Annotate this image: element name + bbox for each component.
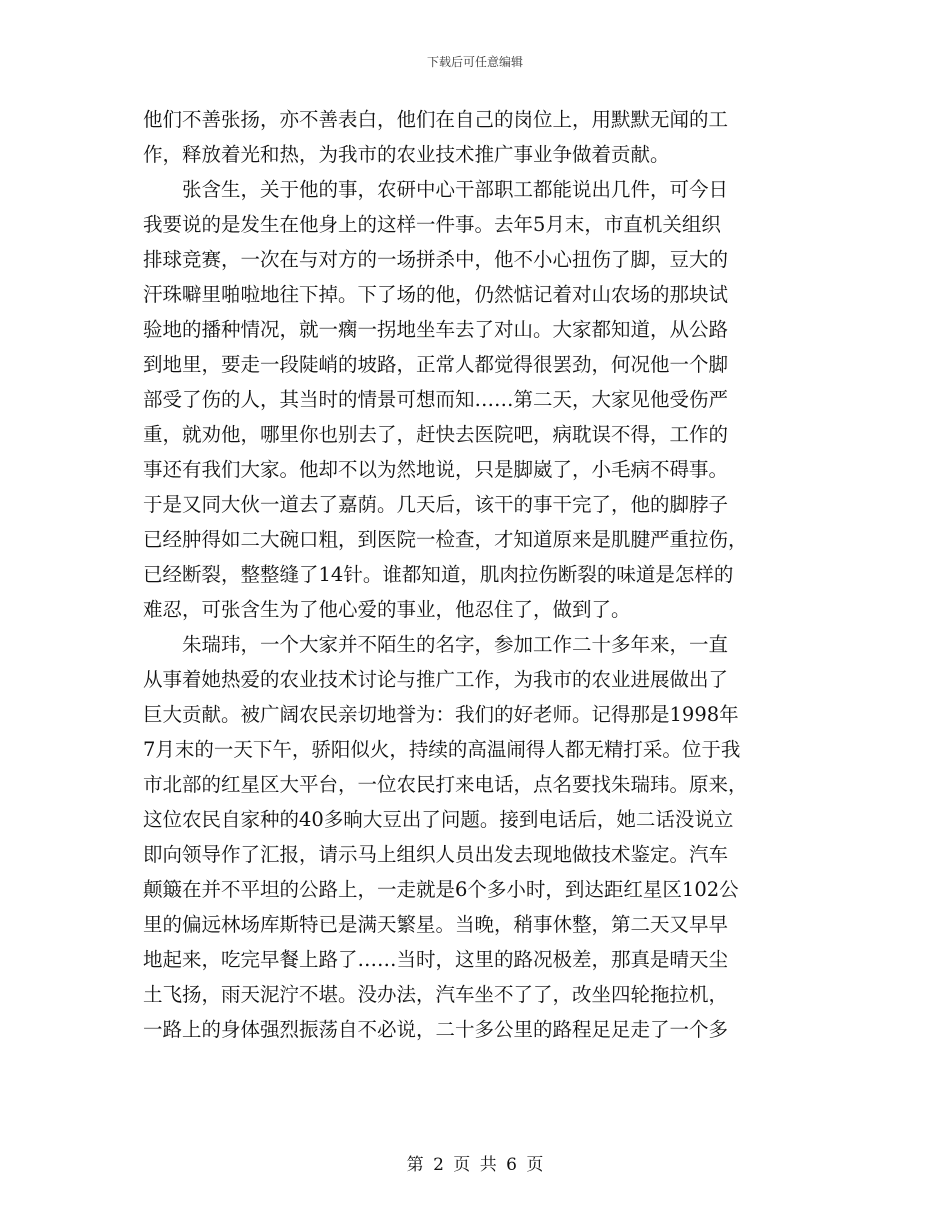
text-line: 颠簸在并不平坦的公路上，一走就是6个多小时，到达距红星区102公 — [143, 878, 739, 901]
text-line: 难忍，可张含生为了他心爱的事业，他忍住了，做到了。 — [143, 598, 631, 621]
page-header: 下载后可任意编辑 — [426, 55, 523, 69]
text-line: 朱瑞玮，一个大家并不陌生的名字，参加工作二十多年来，一直 — [182, 633, 729, 656]
text-line: 土飞扬，雨天泥泞不堪。没办法，汽车坐不了了，改坐四轮拖拉机， — [143, 983, 729, 1006]
text-line: 这位农民自家种的40多晌大豆出了问题。接到电话后，她二话没说立 — [143, 808, 734, 831]
text-line: 于是又同大伙一道去了嘉荫。几天后，该干的事干完了，他的脚脖子 — [143, 493, 729, 516]
text-line: 他们不善张扬，亦不善表白，他们在自己的岗位上，用默默无闻的工 — [143, 108, 729, 131]
text-line: 地起来，吃完早餐上路了……当时，这里的路况极差，那真是晴天尘 — [143, 948, 729, 971]
text-line: 汗珠噼里啪啦地往下掉。下了场的他，仍然惦记着对山农场的那块试 — [143, 283, 729, 306]
text-line: 里的偏远林场库斯特已是满天繁星。当晚，稍事休整，第二天又早早 — [143, 913, 729, 936]
text-line: 从事着她热爱的农业技术讨论与推广工作，为我市的农业进展做出了 — [143, 668, 729, 691]
text-line: 验地的播种情况，就一瘸一拐地坐车去了对山。大家都知道，从公路 — [143, 318, 729, 341]
text-line: 7月末的一天下午，骄阳似火，持续的高温闹得人都无精打采。位于我 — [143, 738, 741, 761]
text-line: 即向领导作了汇报，请示马上组织人员出发去现地做技术鉴定。汽车 — [143, 843, 729, 866]
text-line: 张含生，关于他的事，农研中心干部职工都能说出几件，可今日 — [182, 178, 729, 201]
text-line: 一路上的身体强烈振荡自不必说，二十多公里的路程足足走了一个多 — [143, 1018, 729, 1041]
text-line: 作，释放着光和热，为我市的农业技术推广事业争做着贡献。 — [143, 143, 670, 166]
text-line: 到地里，要走一段陡峭的坡路，正常人都觉得很罢劲，何况他一个脚 — [143, 353, 729, 376]
text-line: 已经肿得如二大碗口粗，到医院一检查，才知道原来是肌腱严重拉伤， — [143, 528, 748, 551]
text-line: 已经断裂，整整缝了14针。谁都知道，肌肉拉伤断裂的味道是怎样的 — [143, 563, 734, 586]
text-line: 重，就劝他，哪里你也别去了，赶快去医院吧，病耽误不得，工作的 — [143, 423, 729, 446]
page-number-footer: 第 2 页 共 6 页 — [406, 1155, 544, 1175]
text-line: 事还有我们大家。他却不以为然地说，只是脚崴了，小毛病不碍事。 — [143, 458, 729, 481]
document-body — [143, 102, 809, 1047]
text-line: 市北部的红星区大平台，一位农民打来电话，点名要找朱瑞玮。原来， — [143, 773, 748, 796]
text-line: 排球竞赛，一次在与对方的一场拼杀中，他不小心扭伤了脚，豆大的 — [143, 248, 729, 271]
text-line: 部受了伤的人，其当时的情景可想而知……第二天，大家见他受伤严 — [143, 388, 729, 411]
text-line: 巨大贡献。被广阔农民亲切地誉为：我们的好老师。记得那是1998年 — [143, 703, 739, 726]
text-line: 我要说的是发生在他身上的这样一件事。去年5月末，市直机关组织 — [143, 213, 721, 236]
